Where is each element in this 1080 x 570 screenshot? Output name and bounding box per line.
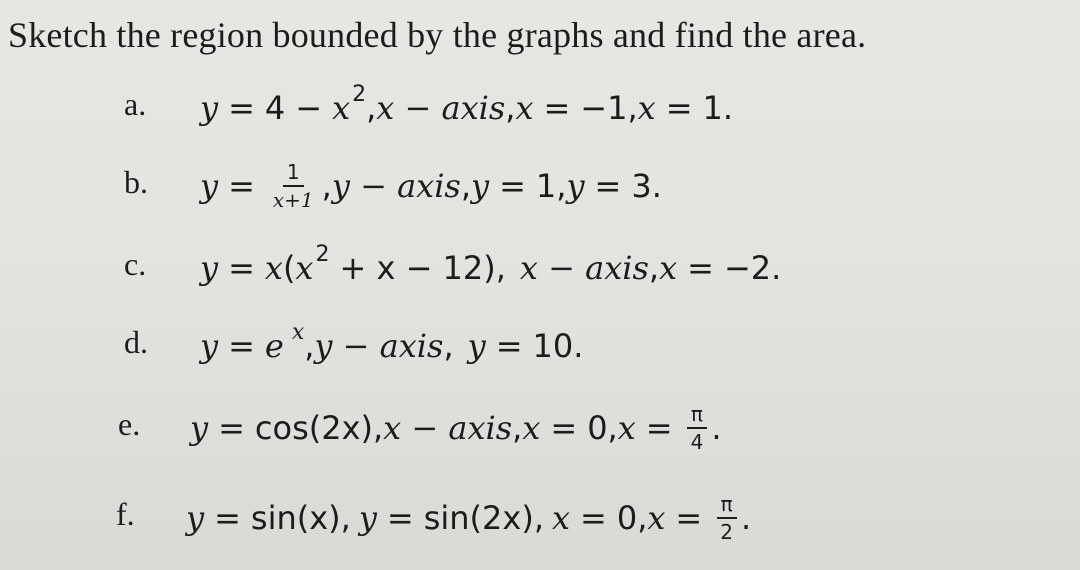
- operator: =: [228, 249, 255, 287]
- operator: =: [550, 409, 578, 447]
- comma: ,: [505, 89, 516, 127]
- var: y: [190, 409, 209, 447]
- operator: =: [386, 499, 414, 537]
- paren: (: [282, 249, 296, 287]
- period: .: [771, 249, 782, 287]
- operator: −: [295, 89, 323, 127]
- operator: =: [687, 249, 714, 287]
- axis-text: x − axis: [383, 409, 513, 447]
- problem-f: [0, 488, 1080, 548]
- var: x: [659, 249, 678, 287]
- operator: =: [645, 409, 673, 447]
- number: 1: [535, 167, 557, 205]
- number: 4: [264, 89, 286, 127]
- var: x: [551, 499, 571, 537]
- axis-text: x − axis: [376, 89, 506, 127]
- problem-label: a.: [124, 86, 147, 122]
- problem-label: b.: [124, 164, 148, 200]
- instruction-heading: Sketch the region bounded by the graphs and find the area.: [8, 15, 867, 55]
- comma: ,: [627, 89, 638, 127]
- comma: ,: [460, 167, 472, 205]
- comma: ,: [637, 499, 648, 537]
- number: −2: [723, 249, 772, 287]
- operator: =: [675, 499, 703, 537]
- problem-label: e.: [118, 406, 141, 442]
- comma: ,: [443, 327, 454, 365]
- problem-a: [0, 78, 1080, 138]
- equation: [200, 316, 583, 376]
- problem-label: c.: [124, 246, 147, 282]
- fraction: [269, 162, 318, 210]
- comma: ,: [340, 499, 351, 537]
- var: y: [200, 167, 219, 205]
- var: x: [617, 409, 636, 447]
- comma: ,: [533, 499, 544, 537]
- equation: [190, 398, 721, 458]
- var: y: [200, 249, 219, 287]
- comma: ,: [304, 327, 315, 365]
- var: x: [515, 89, 534, 127]
- var: y: [200, 327, 219, 365]
- operator: =: [495, 327, 523, 365]
- operator: =: [228, 89, 255, 127]
- equation: [200, 78, 733, 138]
- comma: ,: [366, 89, 377, 127]
- exponent: 2: [352, 81, 367, 107]
- var: y: [471, 167, 490, 205]
- comma: ,: [512, 409, 523, 447]
- exponent: x: [291, 319, 305, 345]
- denominator: 2: [720, 520, 733, 544]
- operator: =: [228, 167, 255, 205]
- period: .: [573, 327, 584, 365]
- comma: ,: [648, 249, 660, 287]
- number: 3: [631, 167, 652, 205]
- equation: [200, 156, 662, 216]
- comma: ,: [556, 167, 567, 205]
- comma: ,: [321, 167, 332, 205]
- operator: =: [665, 89, 693, 127]
- function: cos(2x): [254, 409, 373, 447]
- problem-c: [0, 238, 1080, 298]
- var: x: [522, 409, 541, 447]
- number: −1: [580, 89, 628, 127]
- number: 0: [587, 409, 608, 447]
- operator: =: [543, 89, 571, 127]
- axis-text: x − axis: [519, 249, 649, 287]
- var: x: [295, 249, 314, 287]
- numerator: 1: [283, 162, 304, 187]
- var: x: [647, 499, 666, 537]
- equation: [186, 488, 751, 548]
- fraction: [687, 404, 708, 452]
- operator: =: [218, 409, 245, 447]
- problem-d: [0, 316, 1080, 376]
- denominator: 4: [690, 430, 704, 454]
- comma: ,: [607, 409, 618, 447]
- number: 0: [616, 499, 638, 537]
- fraction: [716, 494, 737, 542]
- var: y: [358, 499, 377, 537]
- numerator: π: [717, 494, 737, 519]
- var: y: [186, 499, 205, 537]
- function: sin(x): [250, 499, 341, 537]
- operator: =: [580, 499, 607, 537]
- var: x: [637, 89, 656, 127]
- operator: =: [228, 327, 255, 365]
- problem-b: [0, 156, 1080, 216]
- expression: + x − 12): [339, 249, 496, 287]
- var: x: [332, 89, 351, 127]
- number: 1: [702, 89, 723, 127]
- problem-e: [0, 398, 1080, 458]
- denominator: x+1: [272, 188, 314, 212]
- var: x: [264, 249, 283, 287]
- var: y: [200, 89, 219, 127]
- operator: =: [214, 499, 241, 537]
- axis-text: y − axis: [314, 327, 444, 365]
- problem-label: d.: [124, 324, 148, 360]
- problem-label: f.: [116, 496, 135, 532]
- equation: [200, 238, 781, 298]
- operator: =: [499, 167, 526, 205]
- numerator: π: [687, 404, 707, 429]
- period: .: [722, 89, 734, 127]
- var: y: [467, 327, 486, 365]
- period: .: [651, 167, 662, 205]
- var: e: [264, 327, 284, 365]
- period: .: [740, 499, 752, 537]
- operator: =: [594, 167, 622, 205]
- period: .: [711, 409, 722, 447]
- comma: ,: [373, 409, 384, 447]
- function: sin(2x): [423, 499, 534, 537]
- axis-text: y − axis: [331, 167, 461, 205]
- var: y: [566, 167, 585, 205]
- exponent: 2: [315, 241, 330, 267]
- number: 10: [532, 327, 574, 365]
- comma: ,: [495, 249, 506, 287]
